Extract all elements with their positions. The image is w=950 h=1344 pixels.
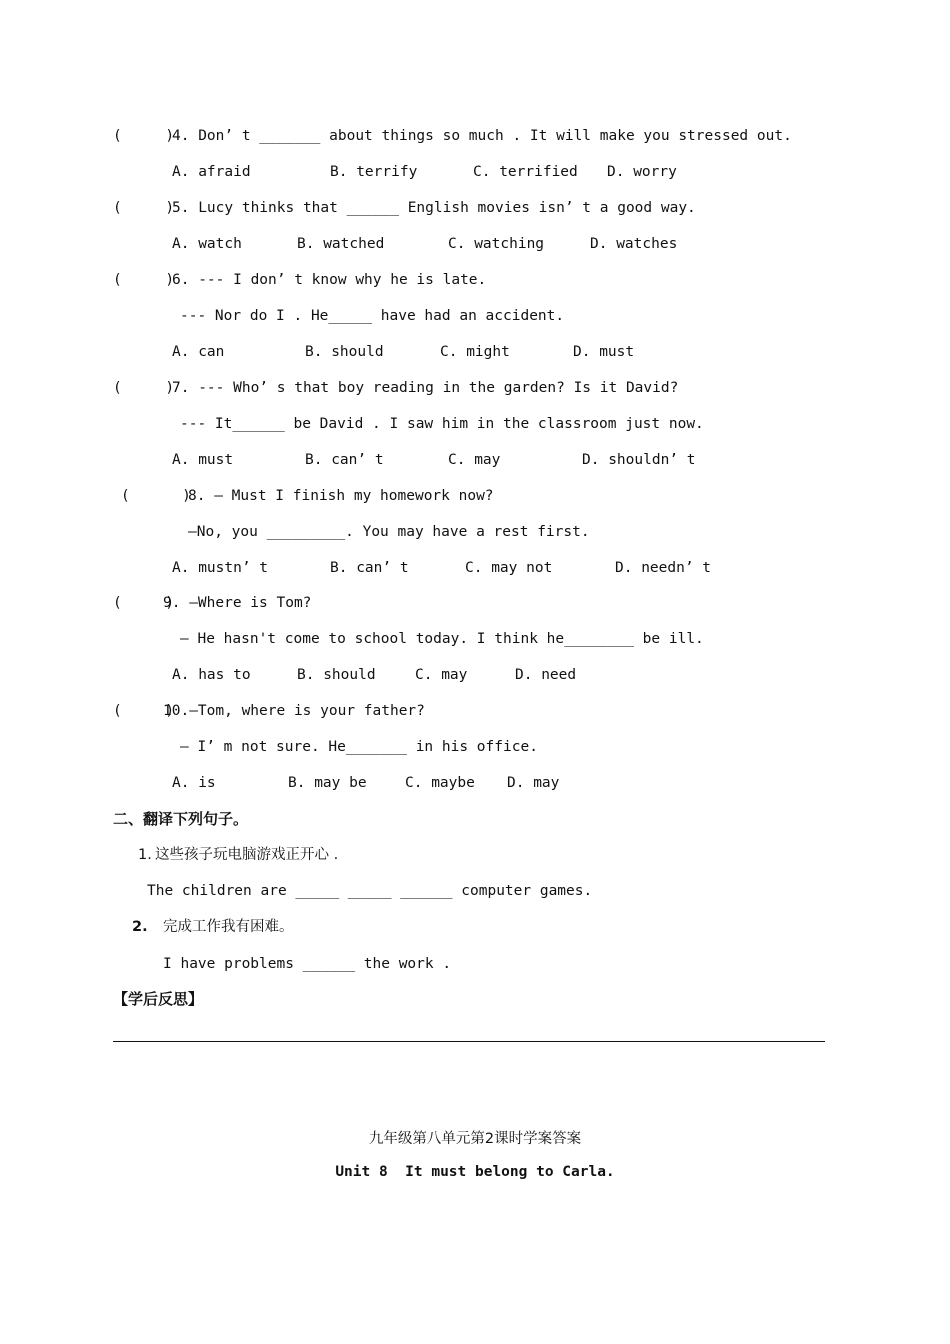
- question-text: 5. Lucy thinks that ______ English movies isn’ t a good way.: [172, 200, 696, 216]
- answer-blank[interactable]: ( ): [113, 703, 175, 719]
- translate-item-2-english: I have problems ______ the work .: [163, 956, 452, 972]
- translate-item-1-chinese: 这些孩子玩电脑游戏正开心 .: [155, 847, 339, 863]
- question-text: 9. —Where is Tom?: [163, 595, 312, 611]
- question-reply: --- Nor do I . He_____ have had an accident.: [180, 308, 565, 324]
- translate-item-2-number: 2.: [132, 919, 148, 935]
- option-a: A. mustn’ t: [172, 560, 269, 576]
- option-a: A. must: [172, 452, 234, 468]
- question-text: 4. Don’ t _______ about things so much . It will make you stressed out.: [172, 128, 792, 144]
- question-reply: — He hasn't come to school today. I think he________ be ill.: [180, 631, 704, 647]
- reflection-heading: 【学后反思】: [113, 990, 204, 1008]
- question-reply: — I’ m not sure. He_______ in his office.: [180, 739, 538, 755]
- question-text: 6. --- I don’ t know why he is late.: [172, 272, 487, 288]
- answer-blank[interactable]: ( ): [113, 200, 175, 216]
- option-a: A. is: [172, 775, 216, 791]
- answer-blank[interactable]: ( ): [121, 488, 191, 504]
- option-b: B. may be: [288, 775, 367, 791]
- option-d: D. may: [507, 775, 560, 791]
- option-d: D. shouldn’ t: [582, 452, 696, 468]
- question-text: 8. — Must I finish my homework now?: [188, 488, 494, 504]
- option-c: C. terrified: [473, 164, 578, 180]
- question-reply: --- It______ be David . I saw him in the classroom just now.: [180, 416, 704, 432]
- option-b: B. should: [297, 667, 376, 683]
- unit-title: Unit 8 It must belong to Carla.: [335, 1164, 615, 1180]
- option-c: C. maybe: [405, 775, 475, 791]
- question-text: 7. --- Who’ s that boy reading in the garden? Is it David?: [172, 380, 679, 396]
- answer-blank[interactable]: ( ): [113, 380, 175, 396]
- answer-blank[interactable]: ( ): [113, 128, 175, 144]
- option-c: C. may not: [465, 560, 553, 576]
- option-b: B. can’ t: [305, 452, 384, 468]
- option-a: A. can: [172, 344, 225, 360]
- option-c: C. watching: [448, 236, 545, 252]
- option-b: B. can’ t: [330, 560, 409, 576]
- option-b: B. should: [305, 344, 384, 360]
- question-text: 10.—Tom, where is your father?: [163, 703, 425, 719]
- option-b: B. terrify: [330, 164, 418, 180]
- option-a: A. afraid: [172, 164, 251, 180]
- question-reply: —No, you _________. You may have a rest first.: [188, 524, 590, 540]
- option-c: C. may: [448, 452, 501, 468]
- option-c: C. may: [415, 667, 468, 683]
- answer-key-title: 九年级第八单元第2课时学案答案: [368, 1131, 582, 1147]
- option-a: A. has to: [172, 667, 251, 683]
- option-c: C. might: [440, 344, 510, 360]
- option-d: D. watches: [590, 236, 678, 252]
- translate-item-1-english: The children are _____ _____ ______ computer games.: [147, 883, 593, 899]
- answer-blank[interactable]: ( ): [113, 272, 175, 288]
- answer-blank[interactable]: ( ): [113, 595, 175, 611]
- option-b: B. watched: [297, 236, 385, 252]
- option-a: A. watch: [172, 236, 242, 252]
- option-d: D. needn’ t: [615, 560, 712, 576]
- option-d: D. worry: [607, 164, 677, 180]
- translate-item-2-chinese: 完成工作我有困难。: [163, 919, 294, 935]
- section-heading: 二、翻译下列句子。: [113, 810, 249, 828]
- option-d: D. must: [573, 344, 635, 360]
- divider-line: [113, 1041, 825, 1042]
- translate-item-1-number: 1.: [138, 847, 152, 863]
- option-d: D. need: [515, 667, 577, 683]
